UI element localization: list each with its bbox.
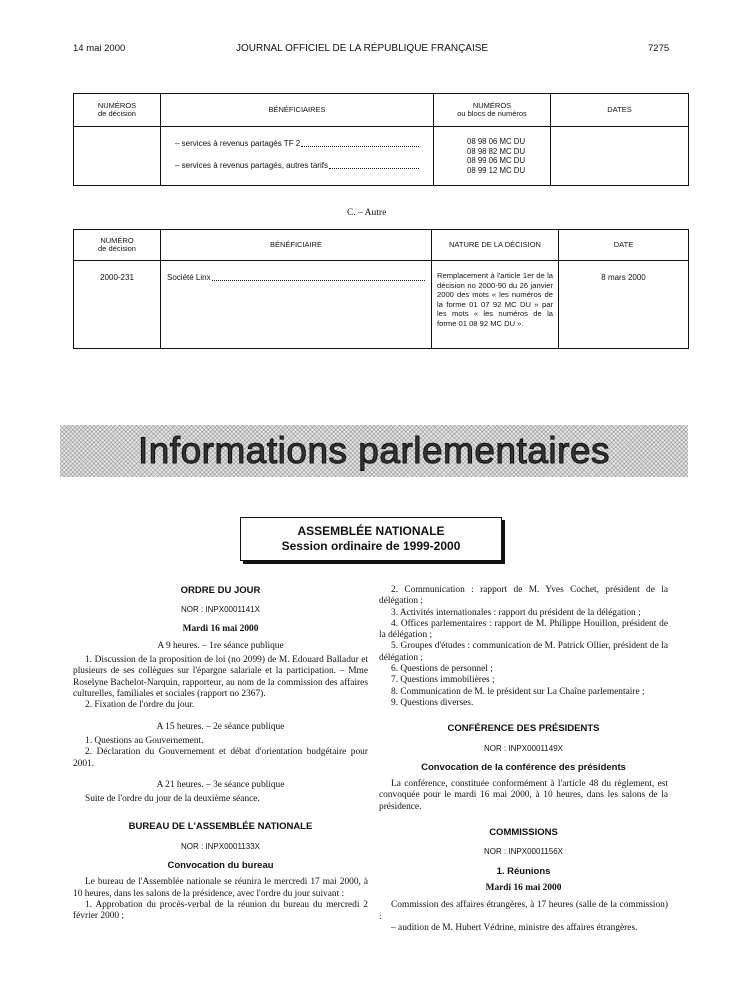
list-item: 9. Questions diverses. (391, 697, 474, 708)
number-block: 08 99 06 MC DU (467, 156, 526, 165)
col-header-numbers: NUMÉROS ou blocs de numéros (434, 94, 551, 127)
paragraph: – audition de M. Hubert Védrine, ministre des affaires étrangères. (391, 922, 638, 933)
section-heading: ORDRE DU JOUR (180, 585, 261, 596)
list-item: 4. Offices parlementaires : rapport de M. Philippe Houillon, président de la délégation ; (379, 618, 668, 641)
list-item: 2. Communication : rapport de M. Yves Cochet, président de la délégation ; (379, 585, 668, 607)
section-heading: COMMISSIONS (489, 827, 558, 839)
cell-decision-number: 2000-231 (74, 261, 161, 349)
date-heading: Mardi 16 mai 2000 (182, 623, 259, 634)
number-block: 08 98 82 MC DU (467, 146, 526, 156)
cell-date: 8 mars 2000 (559, 261, 689, 349)
decision-table (73, 229, 689, 349)
paragraph: 1. Discussion de la proposition de loi (no 2099) de M. Edouard Balladur et plusieurs de ses collègues sur l'épargne salariale et la participation. – Mme Roselyne Bachelot-Narquin, rapporteur, au nom de la commission des affaires culturelles, familiales et sociales (rapport no 2367). (73, 655, 368, 700)
paragraph: 1. Approbation du procès-verbal de la réunion du bureau du mercredi 2 février 2000 ; (73, 899, 368, 922)
col-header-beneficiaires: BÉNÉFICIAIRES (161, 94, 434, 127)
list-item: 3. Activités internationales : rapport du président de la délégation ; (391, 607, 641, 618)
allocation-table (73, 93, 689, 186)
session-heading: A 21 heures. – 3e séance publique (156, 779, 285, 790)
session-heading: A 9 heures. – 1re séance publique (157, 640, 284, 651)
paragraph: Commission des affaires étrangères, à 17 heures (salle de la commission) : (379, 900, 668, 922)
section-c-heading: C. – Autre (347, 208, 387, 218)
assembly-title: ASSEMBLÉE NATIONALE (297, 524, 445, 538)
list-item: – services à revenus partagés TF 2 (175, 139, 419, 149)
header-page-number: 7275 (648, 43, 670, 54)
right-column (379, 585, 668, 934)
cell-numbers (434, 127, 551, 186)
nor-reference: NOR : INPX0001133X (180, 841, 260, 851)
subsection-heading: Convocation de la conférence des présidents (421, 761, 626, 773)
cell-nature: Remplacement à l'article 1er de la décision no 2000-90 du 26 janvier 2000 des mots « les numéros de la forme 01 07 92 MC DU » par les mots « les numéros de la forme 01 08 92 MC DU ». (432, 261, 559, 349)
subsection-heading: Convocation du bureau (167, 860, 274, 872)
header-date: 14 mai 2000 (73, 43, 126, 54)
cell-beneficiaire: Société Linx (161, 261, 432, 349)
list-item: – services à revenus partagés, autres tarifs (175, 161, 419, 171)
paragraph: Le bureau de l'Assemblée nationale se réunira le mercredi 17 mai 2000, à 10 heures, dans les salons de la présidence, avec l'ordre du jour suivant : (73, 877, 368, 899)
list-item: 7. Questions immobilières ; (391, 675, 495, 686)
section-heading: BUREAU DE L'ASSEMBLÉE NATIONALE (128, 821, 313, 833)
paragraph: La conférence, constituée conformément à l'article 48 du règlement, est convoquée pour le mardi 16 mai 2000, à 10 heures, dans les salons de la présidence. (379, 779, 668, 812)
paragraph: 1. Questions au Gouvernement. (85, 735, 204, 746)
subsection-heading: 1. Réunions (496, 865, 551, 877)
list-item: 8. Communication de M. le président sur La Chaîne parlementaire ; (391, 686, 645, 697)
number-block: 08 98 06 MC DU (467, 137, 526, 146)
session-heading: A 15 heures. – 2e séance publique (156, 721, 285, 732)
nor-reference: NOR : INPX0001156X (483, 847, 563, 857)
paragraph: Suite de l'ordre du jour de la deuxième séance. (85, 794, 260, 805)
list-item: 6. Questions de personnel ; (391, 664, 493, 675)
col-header-decision-number: NUMÉRO de décision (74, 230, 161, 261)
paragraph: 2. Déclaration du Gouvernement et débat d'orientation budgétaire pour 2001. (73, 747, 368, 769)
nor-reference: NOR : INPX0001141X (180, 605, 260, 615)
header-title: JOURNAL OFFICIEL DE LA RÉPUBLIQUE FRANÇAISE (236, 43, 489, 54)
cell-dates-empty (551, 127, 689, 186)
cell-decision-empty (74, 127, 161, 186)
nor-reference: NOR : INPX0001149X (483, 743, 563, 753)
col-header-nature: NATURE DE LA DÉCISION (432, 230, 559, 261)
col-header-dates: DATES (551, 94, 689, 127)
left-column (73, 585, 368, 923)
col-header-decision: NUMÉROS de décision (74, 94, 161, 127)
banner-title: Informations parlementaires (137, 430, 611, 471)
list-item: 5. Groupes d'études : communication de M. Patrick Ollier, président de la délégation ; (379, 641, 668, 663)
assembly-title-box (240, 517, 502, 561)
number-block: 08 99 12 MC DU (467, 165, 526, 175)
date-heading: Mardi 16 mai 2000 (485, 882, 562, 893)
col-header-date: DATE (559, 230, 689, 261)
section-heading: CONFÉRENCE DES PRÉSIDENTS (447, 723, 600, 735)
col-header-beneficiaire: BÉNÉFICIAIRE (161, 230, 432, 261)
cell-beneficiaires (161, 127, 434, 186)
assembly-subtitle: Session ordinaire de 1999-2000 (281, 539, 461, 553)
paragraph: 2. Fixation de l'ordre du jour. (85, 700, 195, 711)
